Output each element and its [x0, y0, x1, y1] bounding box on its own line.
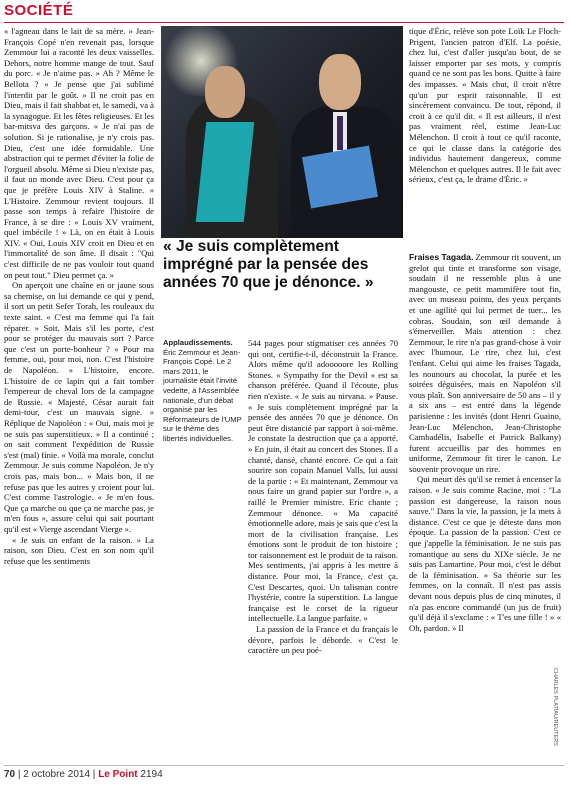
paragraph: On aperçoit une chaîne en or jaune sous sa chemise, on lui demande ce qui y pend, il sort un petit Sefer Torah, les rouleaux du texte saint. « C'est ma femme qui l'a fait réparer. » Soit. Mais s'il les porte, c'est pour se protéger du mauvais sort ? Parce que c'est un porte-bonheur ? « Pour ma femme, oui, pour moi, non. C'est l'histoire de Napoléon. » L'histoire, encore. L'histoire de ce lapin qui a fait tomber l'empereur de cheval lors de la campagne de Russie. « Majesté, César aurait fait demi-tour, c'est un mauvais signe. » Réplique de Napoléon : « Oui, mais moi je ne suis pas superstitieux. » Il a continué ; on sait comment l'expédition de Russie s'est (mal) finie. « Voilà ma morale, conclut Zemmour. Je suis comme Napoléon. Je n'y crois pas, mais bon... » Mais bon, il ne refuse pas que les autres y croient pour lui. C'est comme l'astrologie. « Je m'en fous. Que ça marche ou que ça ne marche pas, je m'en fous », assure celui qui sait pourtant qu'il est « Vierge ascendant Vierge ». [4, 280, 154, 534]
paragraph: 544 pages pour stigmatiser ces années 70 qui ont, certifie-t-il, déconstruit la France. Alors même qu'il adooooore les Rolling Stones. « Sympathy for the Devil » est sa chanson préférée. Quand il l'écoute, plus rien n'existe. « Je suis au nirvana. » Pause. « Je suis complètement imprégné par la pensée des années 70 que je dénonce. On peut être distancié par rapport à soi-même. Je constate la destruction que ça a apporté. » En juin, il était au concert des Stones. Il a chanté, dansé, chanté encore. Ce qui a fait sourire son copain Manuel Valls, lui aussi de la partie : « Et maintenant, Zemmour va nous faire un grand papier sur l'ordre », a raillé le Premier ministre. Eric chante ; Zemmour dénonce. « Ma capacité émotionnelle adore, mais je sais que c'est la mort de la civilisation française. Les émotions sont le produit de ton histoire ; tor raisonnement est le produit de ta raison. Mes sentiments, j'ai appris à les mettre à distance. Pour moi, la France, c'est ça. C'est Descartes, quoi. Un talisman contre l'hystérie, contre la superstition. La langue française est le corset de la rigueur intellectuelle. La langue parfaite. » [248, 338, 398, 624]
article-column-3 [248, 338, 398, 763]
page-footer: 70 | 2 octobre 2014 | Le Point 2194 [4, 769, 163, 780]
issue-number: 2194 [140, 769, 163, 780]
pull-quote: « Je suis complètement imprégné par la pensée des années 70 que je dénonce. » [163, 238, 374, 291]
article-column-4 [409, 26, 561, 764]
paragraph: Qui meurt dès qu'il se remet à encenser la raison. « Je suis comme Racine, moi : "La passion est dangereuse, la raison nous sauve." Dans la vie, la passion, je la mets à distance. C'est ce que je déteste dans mon époque. La passion de la passion. C'est ce que j'appelle la féminisation. Je ne suis pas romantique au sens du XIXe siècle. Je ne suis pas Lamartine. Pour moi, c'est le début de la féminisation. » Sa théorie sur les femmes, on la connaît. Il n'est pas assis devant nous depuis plus de cinq minutes, il n'a pas encore commandé (un jus de fruit) qu'il déjà il s'exclame : « T'es une fille ! » « Oh, pardon. » Il [409, 474, 561, 633]
magazine-name: Le Point [98, 769, 138, 780]
paragraph: « Je suis un enfant de la raison. » La raison, son Dieu. C'est en son nom qu'il refuse que les sentiments [4, 534, 154, 566]
photo-caption [163, 338, 245, 444]
paragraph: « l'agneau dans le lait de sa mère. » Jean-François Copé n'en revenait pas, lorsque Zemmour lui a raconté les deux vaisselles. Dehors, notre homme mange de tout. Sauf du porc. « Je n'aime pas. » Ah ? Même le Bellota ? « Je pense que j'ai sublimé l'interdit par le goût. » Il ne croit pas en Dieu, mais il fait shabbat et, le samedi, va à la synagogue. Et les fêtes religieuses. Et les bar-mitsva des garçons. « Je n'ai pas de solution. Si je rationalise, je n'y crois pas. Dieu, c'est une idée formidable. Une abstraction qui te permet d'éviter la folie de l'orgueil absolu. Même si Dieu n'existe pas, il faut un monde avec Dieu. C'est pour ça que je préfère Louis XIV à Staline. » L'Histoire. Zemmour revient toujours. Il passe son temps à refaire l'histoire de France, à se dire : « Louis XV vraiment, quel imbécile ! » Là, on en était à Louis XIV. « Oui, Louis XIV croit en Dieu et en l'immortalité de son âme. Il disait : "Qui c'est difficile de ne pas vouloir tout quand on peut tout." Dieu permet ça. » [4, 26, 154, 280]
paragraph: La passion de la France et du français le dévore, parfois le déborde. « C'est le caractère un peu poé- [248, 624, 398, 656]
photo-credit: CHARLES PLATIAU/REUTERS [552, 668, 558, 746]
paragraph [409, 252, 561, 474]
caption-head: Applaudissements. [163, 338, 233, 347]
section-rule [4, 22, 564, 23]
issue-date: 2 octobre 2014 [23, 769, 91, 780]
article-photo [161, 26, 403, 238]
subheading: Fraises Tagada. [409, 252, 474, 262]
page-number: 70 [4, 769, 16, 780]
article-column-1 [4, 26, 154, 761]
section-label: SOCIÉTÉ [4, 2, 74, 19]
paragraph: tique d'Éric, relève son pote Loïk Le Floch-Prigent, l'ancien patron d'Elf. La poésie, chez lui, c'est d'aller jusqu'au bout, de se laisser emporter par ses mots, y compris quand ce ne sont pas les bons. Quitte à faire des impasses. » Mais chut, il croit n'être qu'un pur esprit raisonnable. Il est sincèrement convaincu. De tout, répond, il croit à ce qu'il dit. « Il est ailleurs, il n'est pas vraiment réel, estime Jean-Luc Mélenchon. Il croit à tout ce qu'il raconte, ce qui le classe dans la catégorie des individus hautement dangereux, comme Mélenchon et quelques autres. Il le fait avec sérieux, c'est ça, le drame d'Éric. » [409, 26, 561, 185]
paragraph-text: Zemmour rit souvent, un grelot qui tinte et transforme son visage, soudain il ne ressemble plus à une mangouste, ce petit mammifère tout fin, avec un museau pointu, des yeux perçants et une agilité qui lui permet de tuer... les cobras. Soudain, son œil demande à s'émerveiller. Mais attention : chez Zemmour, le rire n'a pas grand-chose à voir avec l'humour. Le rire, chez lui, c'est l'enfant. Celui qui aime les fraises Tagada, les nounours au chocolat, la purée et les soirées déguisées, mais en Napoléon s'il vous plaît. Son anniversaire de 50 ans – il y a six ans – est entré dans la légende parisienne : les invités (dont Henri Guaino, Jean-Luc Mélenchon, Jean-Christophe Cambadélis, Isabelle et Patrick Balkany) furent accueillis par des hommes en uniforme, Zemmour fit tirer le canon. Le souvenir provoque un rire. [409, 252, 561, 474]
caption-text: Éric Zemmour et Jean-François Copé. Le 2 mars 2011, le journaliste était l'invité vedette, à l'Assemblée nationale, d'un débat organisé par les Réformateurs de l'UMP sur le thème des libertés individuelles. [163, 347, 242, 443]
footer-rule [4, 765, 564, 766]
